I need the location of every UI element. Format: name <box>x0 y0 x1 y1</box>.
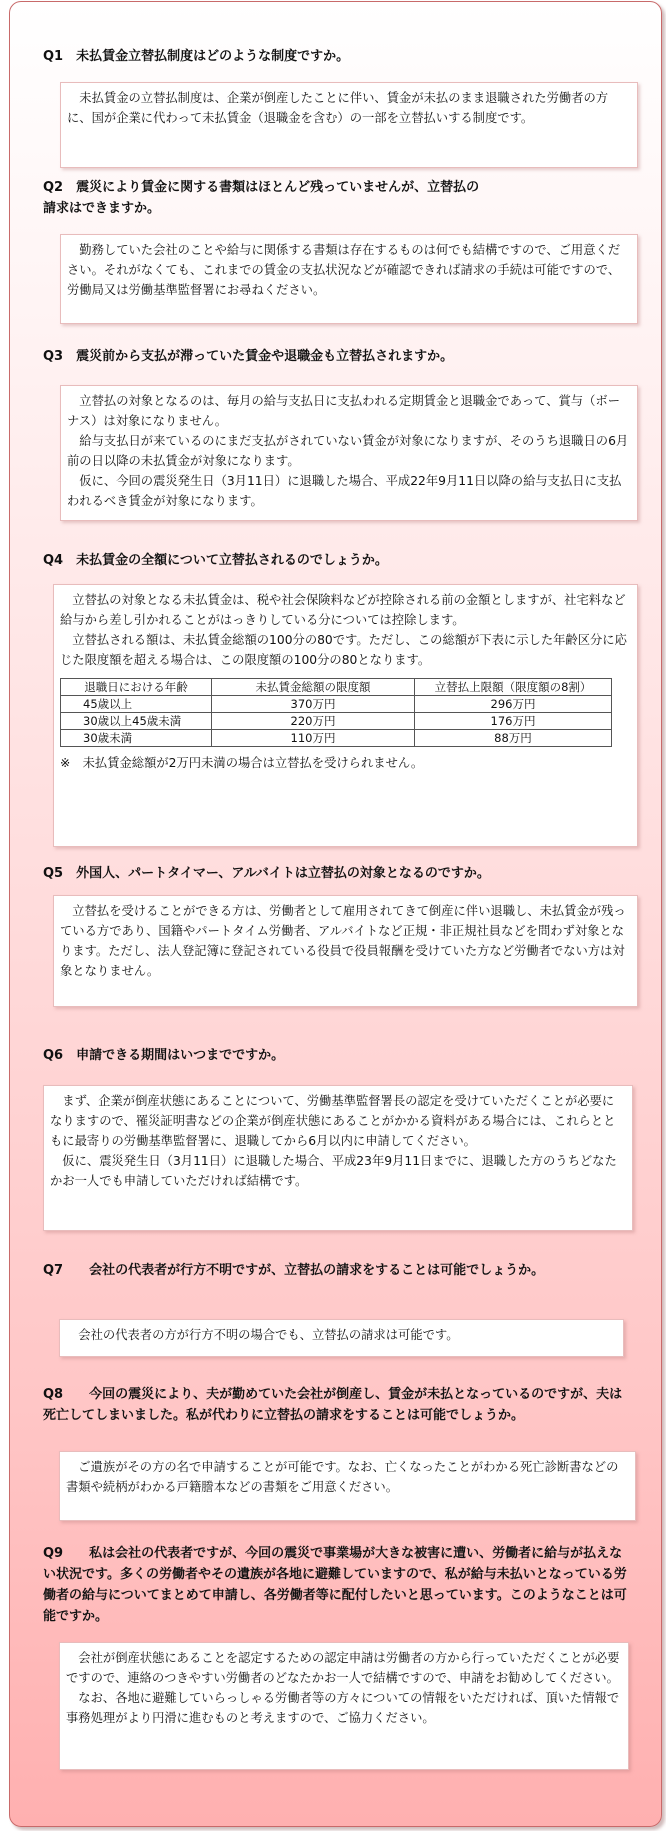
question-7: Q7 会社の代表者が行方不明ですが、立替払の請求をすることは可能でしょうか。 <box>43 1263 545 1278</box>
faq-panel <box>9 1 662 1827</box>
answer-paragraph: 仮に、今回の震災発生日（3月11日）に退職した場合、平成22年9月11日以降の給与支払日に支払われるべき賃金が対象になります。 <box>67 474 622 508</box>
answer-9 <box>59 1642 629 1770</box>
answer-3 <box>60 385 638 521</box>
answer-6 <box>43 1085 633 1231</box>
answer-8 <box>59 1451 636 1521</box>
table-header: 立替払上限額（限度額の8割） <box>415 679 612 696</box>
answer-5 <box>53 895 638 1007</box>
answer-paragraph: 未払賃金の立替払制度は、企業が倒産したことに伴い、賃金が未払のまま退職された労働者の方に、国が企業に代わって未払賃金（退職金を含む）の一部を立替払いする制度です。 <box>67 91 609 125</box>
answer-paragraph: 立替払の対象となる未払賃金は、税や社会保険料などが控除される前の金額としますが、社宅料など給与から差し引かれることがはっきりしている分については控除します。 <box>60 593 626 627</box>
answer-paragraph: 会社が倒産状態にあることを認定するための認定申請は労働者の方から行っていただくことが必要ですので、連絡のつきやすい労働者のどなたかお一人で結構ですので、申請をお勧めしてください。 <box>66 1651 620 1685</box>
table-row <box>61 713 612 730</box>
question-9: Q9 私は会社の代表者ですが、今回の震災で事業場が大きな被害に遭い、労働者に給与が払えない状況です。多くの労働者やその遺族が各地に避難していますので、私が給与未払いとなっている労働者の給与についてまとめて申請し、各労働者等に配付したいと思っています。このようなことは可能ですか。 <box>43 1546 627 1624</box>
answer-paragraph: ご遺族がその方の名で申請することが可能です。なお、亡くなったことがわかる死亡診断書などの書類や続柄がわかる戸籍謄本などの書類をご用意ください。 <box>66 1460 619 1494</box>
question-5: Q5 外国人、パートタイマー、アルバイトは立替払の対象となるのですか。 <box>43 866 490 881</box>
answer-paragraph: 給与支払日が来ているのにまだ支払がされていない賃金が対象になりますが、そのうち退職日の6月前の日以降の未払賃金が対象になります。 <box>67 434 629 468</box>
table-row <box>61 696 612 713</box>
limit-table <box>60 678 612 747</box>
table-cell: 176万円 <box>415 713 612 730</box>
answer-4 <box>53 584 638 847</box>
table-cell: 110万円 <box>212 730 415 747</box>
answer-2 <box>60 234 638 324</box>
table-note: ※ 未払賃金総額が2万円未満の場合は立替払を受けられません。 <box>60 756 424 770</box>
table-header-row <box>61 679 612 696</box>
question-1: Q1 未払賃金立替払制度はどのような制度ですか。 <box>43 49 350 64</box>
table-header: 未払賃金総額の限度額 <box>212 679 415 696</box>
question-2: Q2 震災により賃金に関する書類はほとんど残っていませんが、立替払の 請求はできますか。 <box>43 180 480 216</box>
answer-paragraph: 立替払の対象となるのは、毎月の給与支払日に支払われる定期賃金と退職金であって、賞与（ボーナス）は対象になりません。 <box>67 394 620 428</box>
table-cell: 370万円 <box>212 696 415 713</box>
table-cell: 88万円 <box>415 730 612 747</box>
answer-paragraph: 勤務していた会社のことや給与に関係する書類は存在するものは何でも結構ですので、ご用意ください。それがなくても、これまでの賃金の支払状況などが確認できれば請求の手続は可能ですので、労働局又は労働基準監督署にお尋ねください。 <box>67 243 621 297</box>
table-cell: 220万円 <box>212 713 415 730</box>
table-cell: 30歳以上45歳未満 <box>61 713 212 730</box>
table-header: 退職日における年齢 <box>61 679 212 696</box>
question-6: Q6 申請できる期間はいつまでですか。 <box>43 1048 285 1063</box>
question-4: Q4 未払賃金の全額について立替払されるのでしょうか。 <box>43 553 388 568</box>
question-8: Q8 今回の震災により、夫が勤めていた会社が倒産し、賃金が未払となっているのですが、夫は死亡してしまいました。私が代わりに立替払の請求をすることは可能でしょうか。 <box>43 1387 623 1423</box>
answer-7 <box>59 1319 624 1357</box>
answer-1 <box>60 82 638 168</box>
answer-paragraph: なお、各地に避難していらっしゃる労働者等の方々についての情報をいただければ、頂いた情報で事務処理がより円滑に進むものと考えますので、ご協力ください。 <box>66 1691 620 1725</box>
table-cell: 30歳未満 <box>61 730 212 747</box>
answer-paragraph: 立替払を受けることができる方は、労働者として雇用されてきて倒産に伴い退職し、未払賃金が残っている方であり、国籍やパートタイム労働者、アルバイトなど正規・非正規社員などを問わず対象となります。ただし、法人登記簿に登記されている役員で役員報酬を受けていた方など労働者でない方は対象となりません。 <box>60 904 626 978</box>
answer-paragraph: 立替払される額は、未払賃金総額の100分の80です。ただし、この総額が下表に示した年齢区分に応じた限度額を超える場合は、この限度額の100分の80となります。 <box>60 633 627 667</box>
table-cell: 45歳以上 <box>61 696 212 713</box>
answer-paragraph: まず、企業が倒産状態にあることについて、労働基準監督署長の認定を受けていただくことが必要になりますので、罹災証明書などの企業が倒産状態にあることがかかる資料がある場合には、これらとともに最寄りの労働基準監督署に、退職してから6月以内に申請してください。 <box>50 1094 616 1148</box>
answer-paragraph: 仮に、震災発生日（3月11日）に退職した場合、平成23年9月11日までに、退職した方のうちどなたかお一人でも申請していただければ結構です。 <box>50 1154 617 1188</box>
question-3: Q3 震災前から支払が滞っていた賃金や退職金も立替払されますか。 <box>43 349 454 364</box>
answer-paragraph: 会社の代表者の方が行方不明の場合でも、立替払の請求は可能です。 <box>66 1328 459 1342</box>
table-cell: 296万円 <box>415 696 612 713</box>
table-row <box>61 730 612 747</box>
